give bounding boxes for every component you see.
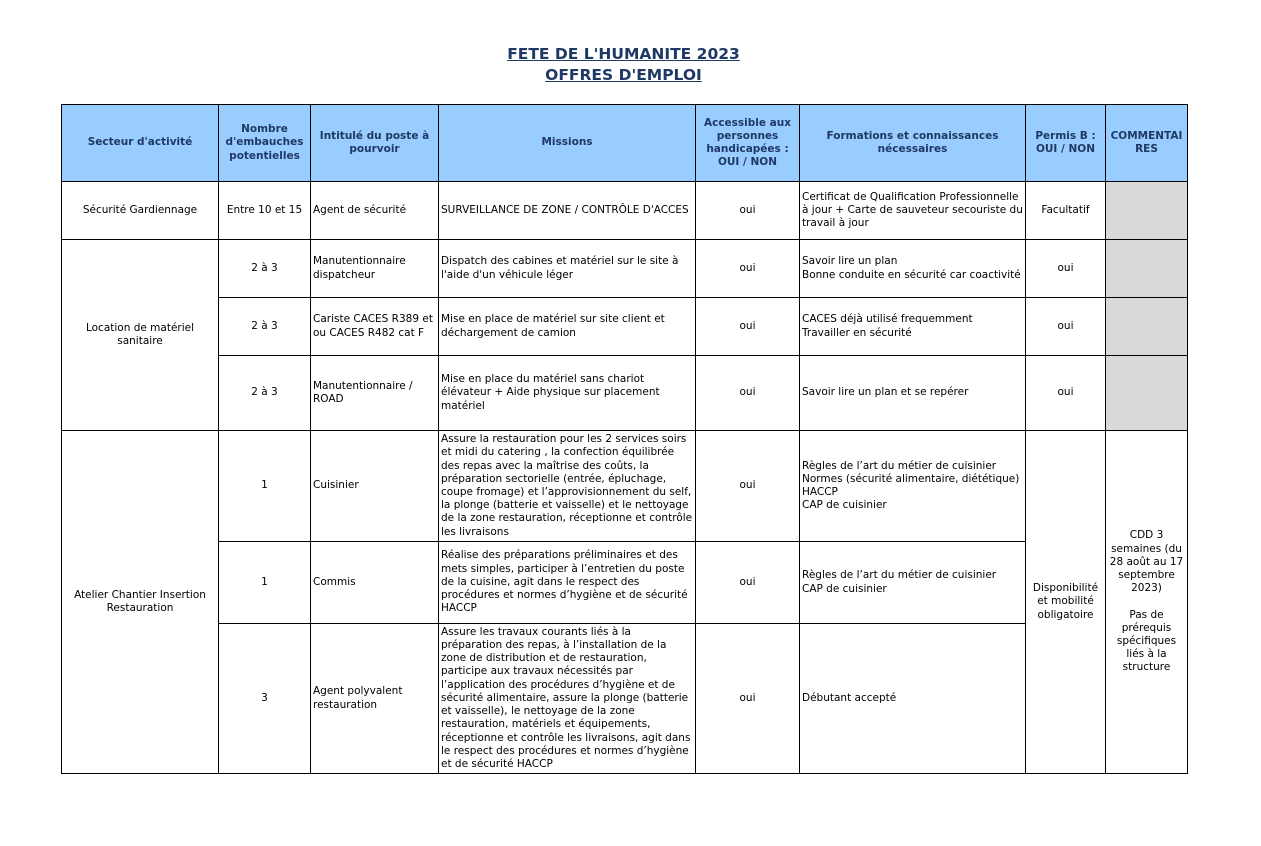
table-row [62, 182, 1188, 240]
accessible-cell: oui [696, 356, 800, 431]
document-subtitle: OFFRES D'EMPLOI [545, 66, 702, 84]
accessible-cell: oui [696, 182, 800, 240]
col-header-accessible: Accessible aux personnes handicapées : OUI / NON [696, 105, 800, 182]
formations-cell: Savoir lire un plan et se repérer [800, 356, 1026, 431]
table-row [62, 624, 1188, 774]
col-header-job: Intitulé du poste à pourvoir [311, 105, 439, 182]
count-cell: 1 [219, 431, 311, 542]
col-header-comments: COMMENTAIRES [1106, 105, 1188, 182]
count-cell: 2 à 3 [219, 240, 311, 298]
table-row [62, 542, 1188, 624]
comment-cell-empty [1106, 240, 1188, 298]
missions-cell: Dispatch des cabines et matériel sur le site à l'aide d'un véhicule léger [439, 240, 696, 298]
comment-cell: CDD 3 semaines (du 28 août au 17 septembre 2023) Pas de prérequis spécifiques liés à la structure [1106, 431, 1188, 774]
formations-cell: Certificat de Qualification Professionnelle à jour + Carte de sauveteur secouriste du travail à jour [800, 182, 1026, 240]
job-cell: Agent de sécurité [311, 182, 439, 240]
col-header-missions: Missions [439, 105, 696, 182]
sector-cell: Atelier Chantier Insertion Restauration [62, 431, 219, 774]
job-cell: Manutentionnaire / ROAD [311, 356, 439, 431]
job-offers-table [61, 104, 1188, 774]
col-header-permis: Permis B : OUI / NON [1026, 105, 1106, 182]
table-row [62, 298, 1188, 356]
col-header-formations: Formations et connaissances nécessaires [800, 105, 1026, 182]
sector-cell: Location de matériel sanitaire [62, 240, 219, 431]
accessible-cell: oui [696, 431, 800, 542]
formations-cell: Règles de l’art du métier de cuisinier CAP de cuisinier [800, 542, 1026, 624]
accessible-cell: oui [696, 240, 800, 298]
missions-cell: Mise en place du matériel sans chariot élévateur + Aide physique sur placement matériel [439, 356, 696, 431]
missions-cell: Mise en place de matériel sur site client et déchargement de camion [439, 298, 696, 356]
count-cell: 2 à 3 [219, 356, 311, 431]
missions-cell: Assure les travaux courants liés à la préparation des repas, à l’installation de la zone de distribution et de restauration, participe aux travaux nécessités par l’application des procédures d’hygiène et de sécurité alimentaire, assure la plonge (batterie et vaisselle), le nettoyage de la zone restauration, matériels et équipements, réceptionne et contrôle les livraisons, agit dans le respect des procédures et normes d’hygiène et de sécurité HACCP [439, 624, 696, 774]
table-row [62, 431, 1188, 542]
count-cell: Entre 10 et 15 [219, 182, 311, 240]
count-cell: 1 [219, 542, 311, 624]
table-row [62, 356, 1188, 431]
job-cell: Commis [311, 542, 439, 624]
permis-cell: Facultatif [1026, 182, 1106, 240]
job-cell: Agent polyvalent restauration [311, 624, 439, 774]
formations-cell: Règles de l’art du métier de cuisinier Normes (sécurité alimentaire, diététique) HACCP CAP de cuisinier [800, 431, 1026, 542]
comment-cell-empty [1106, 182, 1188, 240]
sector-cell: Sécurité Gardiennage [62, 182, 219, 240]
job-cell: Cuisinier [311, 431, 439, 542]
accessible-cell: oui [696, 298, 800, 356]
formations-cell: Débutant accepté [800, 624, 1026, 774]
accessible-cell: oui [696, 542, 800, 624]
missions-cell: Assure la restauration pour les 2 services soirs et midi du catering , la confection équilibrée des repas avec la maîtrise des coûts, la préparation sectorielle (entrée, épluchage, coupe fromage) et l’approvisionnement du self, la plonge (batterie et vaisselle) et le nettoyage de la zone restauration, réceptionne et contrôle les livraisons [439, 431, 696, 542]
comment-cell-empty [1106, 298, 1188, 356]
comment-cell-empty [1106, 356, 1188, 431]
document-title: FETE DE L'HUMANITE 2023 [507, 45, 740, 63]
missions-cell: Réalise des préparations préliminaires et des mets simples, participer à l’entretien du poste de la cuisine, agit dans le respect des procédures et normes d’hygiène et de sécurité HACCP [439, 542, 696, 624]
job-cell: Manutentionnaire dispatcheur [311, 240, 439, 298]
table-header-row [62, 105, 1188, 182]
count-cell: 3 [219, 624, 311, 774]
formations-cell: CACES déjà utilisé frequemment Travailler en sécurité [800, 298, 1026, 356]
formations-cell: Savoir lire un plan Bonne conduite en sécurité car coactivité [800, 240, 1026, 298]
table-row [62, 240, 1188, 298]
col-header-count: Nombre d'embauches potentielles [219, 105, 311, 182]
accessible-cell: oui [696, 624, 800, 774]
job-cell: Cariste CACES R389 et ou CACES R482 cat F [311, 298, 439, 356]
permis-cell: oui [1026, 240, 1106, 298]
permis-cell: oui [1026, 298, 1106, 356]
permis-cell: Disponibilité et mobilité obligatoire [1026, 431, 1106, 774]
permis-cell: oui [1026, 356, 1106, 431]
col-header-sector: Secteur d'activité [62, 105, 219, 182]
count-cell: 2 à 3 [219, 298, 311, 356]
missions-cell: SURVEILLANCE DE ZONE / CONTRÔLE D'ACCES [439, 182, 696, 240]
